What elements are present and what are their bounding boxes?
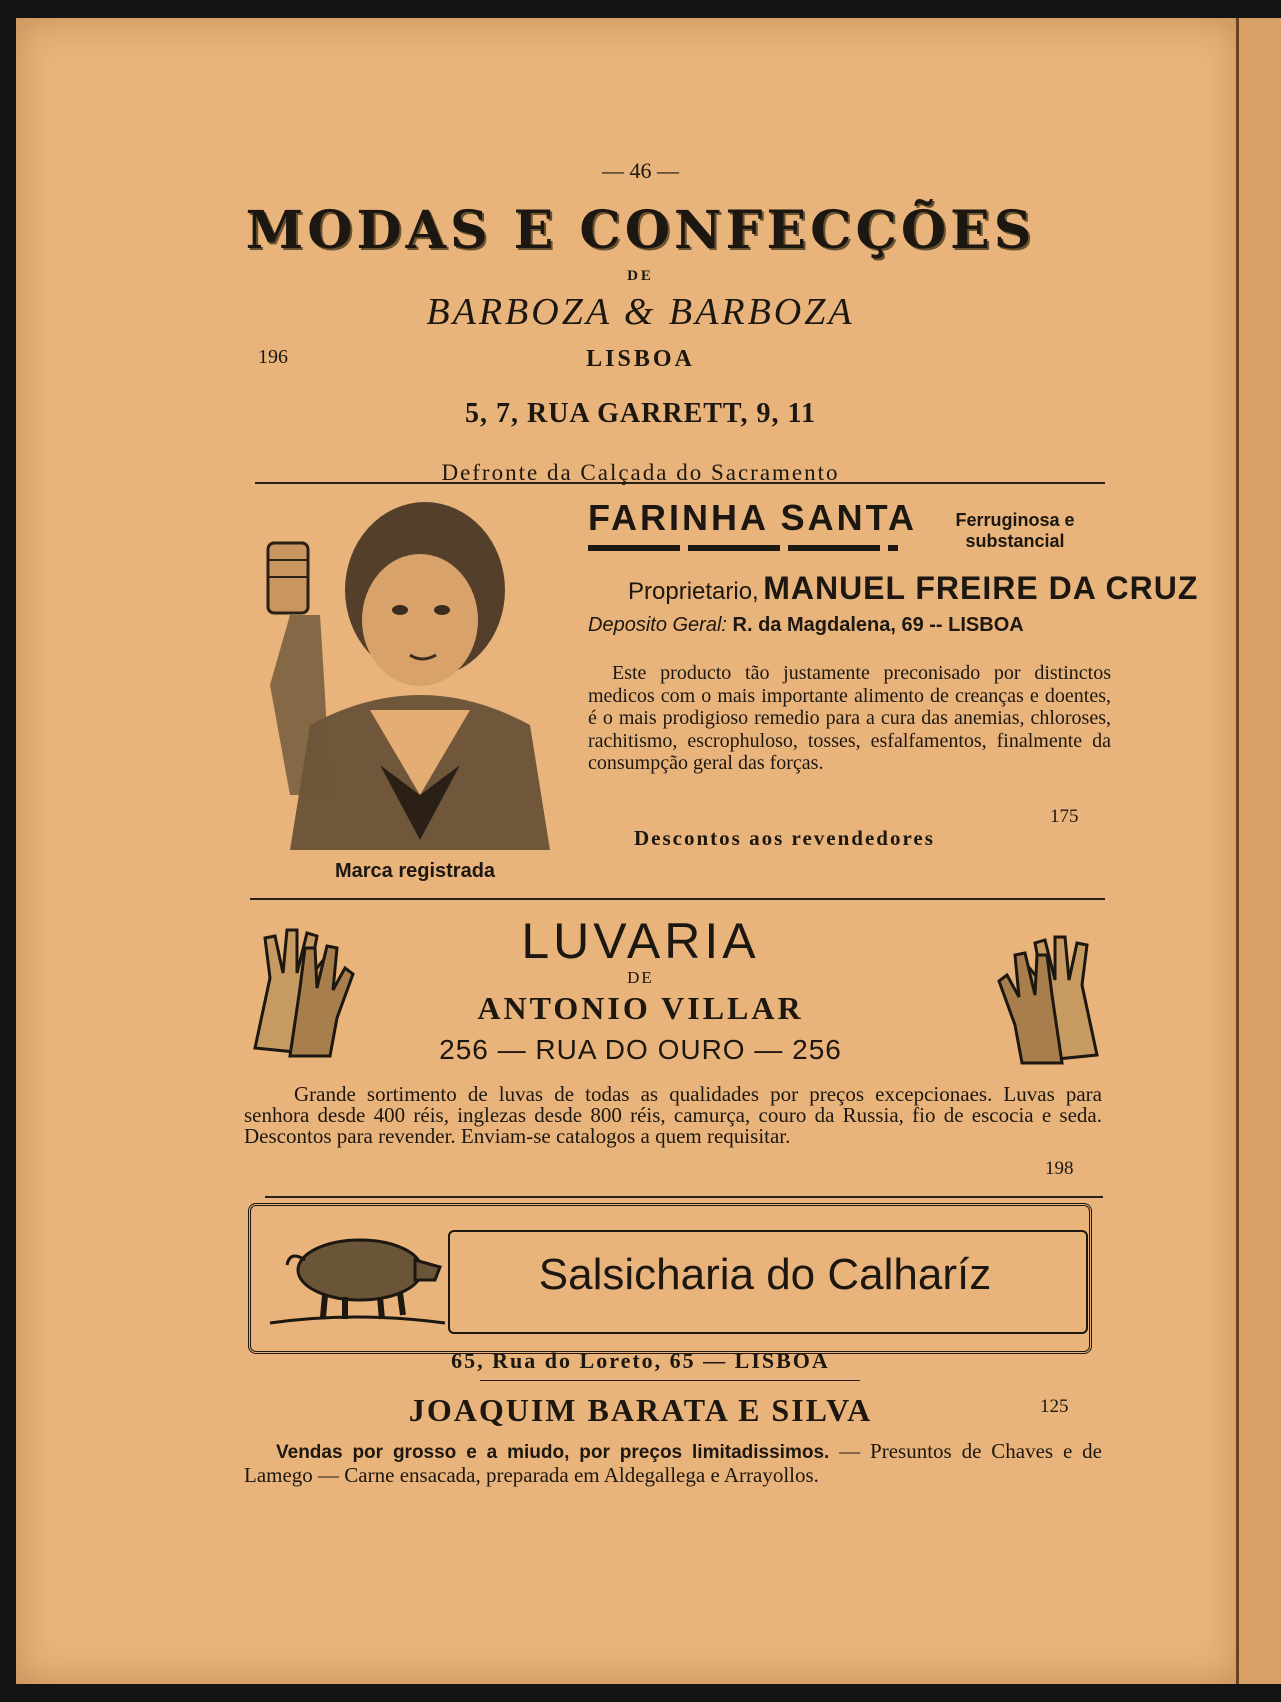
ad-modas-address: 5, 7, RUA GARRETT, 9, 11 [465,398,816,429]
ad-salsicharia-body [244,1440,1102,1487]
deposit-label: Deposito Geral: [588,614,727,636]
page-number: — 46 — [602,158,679,183]
pig-illustration [265,1215,450,1330]
ad-luvaria-address: 256 — RUA DO OURO — 256 [439,1034,842,1065]
ad-salsicharia-address: 65, Rua do Loreto, 65 — LISBOA [451,1348,830,1373]
ad-salsicharia-owner: JOAQUIM BARATA E SILVA [408,1392,873,1428]
ad-salsicharia-body-text: — Presuntos de Chaves e de Lamego — Carne ensacada, preparada em Aldegallega e Arrayollos. [244,1439,1102,1487]
ad-farinha-discount: Descontos aos revendedores [634,826,935,850]
ad-farinha-subtitle: Ferruginosa e substancial [955,510,1075,551]
divider-1 [255,482,1105,484]
ad-luvaria-de: DE [627,968,654,987]
divider-4 [480,1380,860,1381]
ad-salsicharia-title: Salsicharia do Calharíz [538,1250,992,1299]
ad-farinha-ref: 175 [1050,806,1079,827]
ad-modas-location: Defronte da Calçada do Sacramento [441,460,840,485]
owner-name: MANUEL FREIRE DA CRUZ [763,570,1199,606]
ad-modas-title: MODAS E CONFECÇÕES [245,200,1036,261]
ad-modas-ref: 196 [258,346,288,368]
ad-farinha-owner [628,570,1198,607]
divider-2 [250,898,1105,900]
deposit-address: R. da Magdalena, 69 -- LISBOA [732,614,1024,636]
ad-luvaria-title: LUVARIA [521,913,760,969]
ad-farinha-underline [588,545,898,551]
ad-luvaria-body: Grande sortimento de luvas de todas as qualidades por preços excepcionaes. Luvas para senhora desde 400 réis, inglezas desde 800 réis, camurça, couro da Russia, fio de escocia e seda. Descontos para revender. Enviam-se catalogos a quem requisitar. [244,1082,1102,1148]
owner-label: Proprietario, [628,578,759,605]
ad-luvaria-owner: ANTONIO VILLAR [477,990,804,1026]
boy-illustration [250,495,580,850]
ad-salsicharia-ref: 125 [1040,1396,1069,1417]
ad-farinha-body: Este producto tão justamente preconisado por distinctos medicos com o mais importante alimento de creanças e doentes, é o mais prodigioso remedio para a cura das anemias, chloroses, rachitismo, escrophuloso, tosses, esfalfamentos, finalmente da consumpção geral das forças. [588,662,1111,774]
ad-modas-firm: BARBOZA & BARBOZA [426,291,855,333]
ad-modas-de: DE [627,268,654,284]
ad-farinha-title: FARINHA SANTA [588,497,917,538]
ad-farinha-trademark: Marca registrada [334,860,496,882]
ad-farinha-deposit [588,614,1024,637]
ad-modas-city: LISBOA [586,346,695,372]
divider-3 [265,1196,1103,1198]
ad-luvaria-ref: 198 [1045,1158,1074,1179]
ad-salsicharia-body-bold: Vendas por grosso e a miudo, por preços limitadissimos. [276,1442,830,1463]
